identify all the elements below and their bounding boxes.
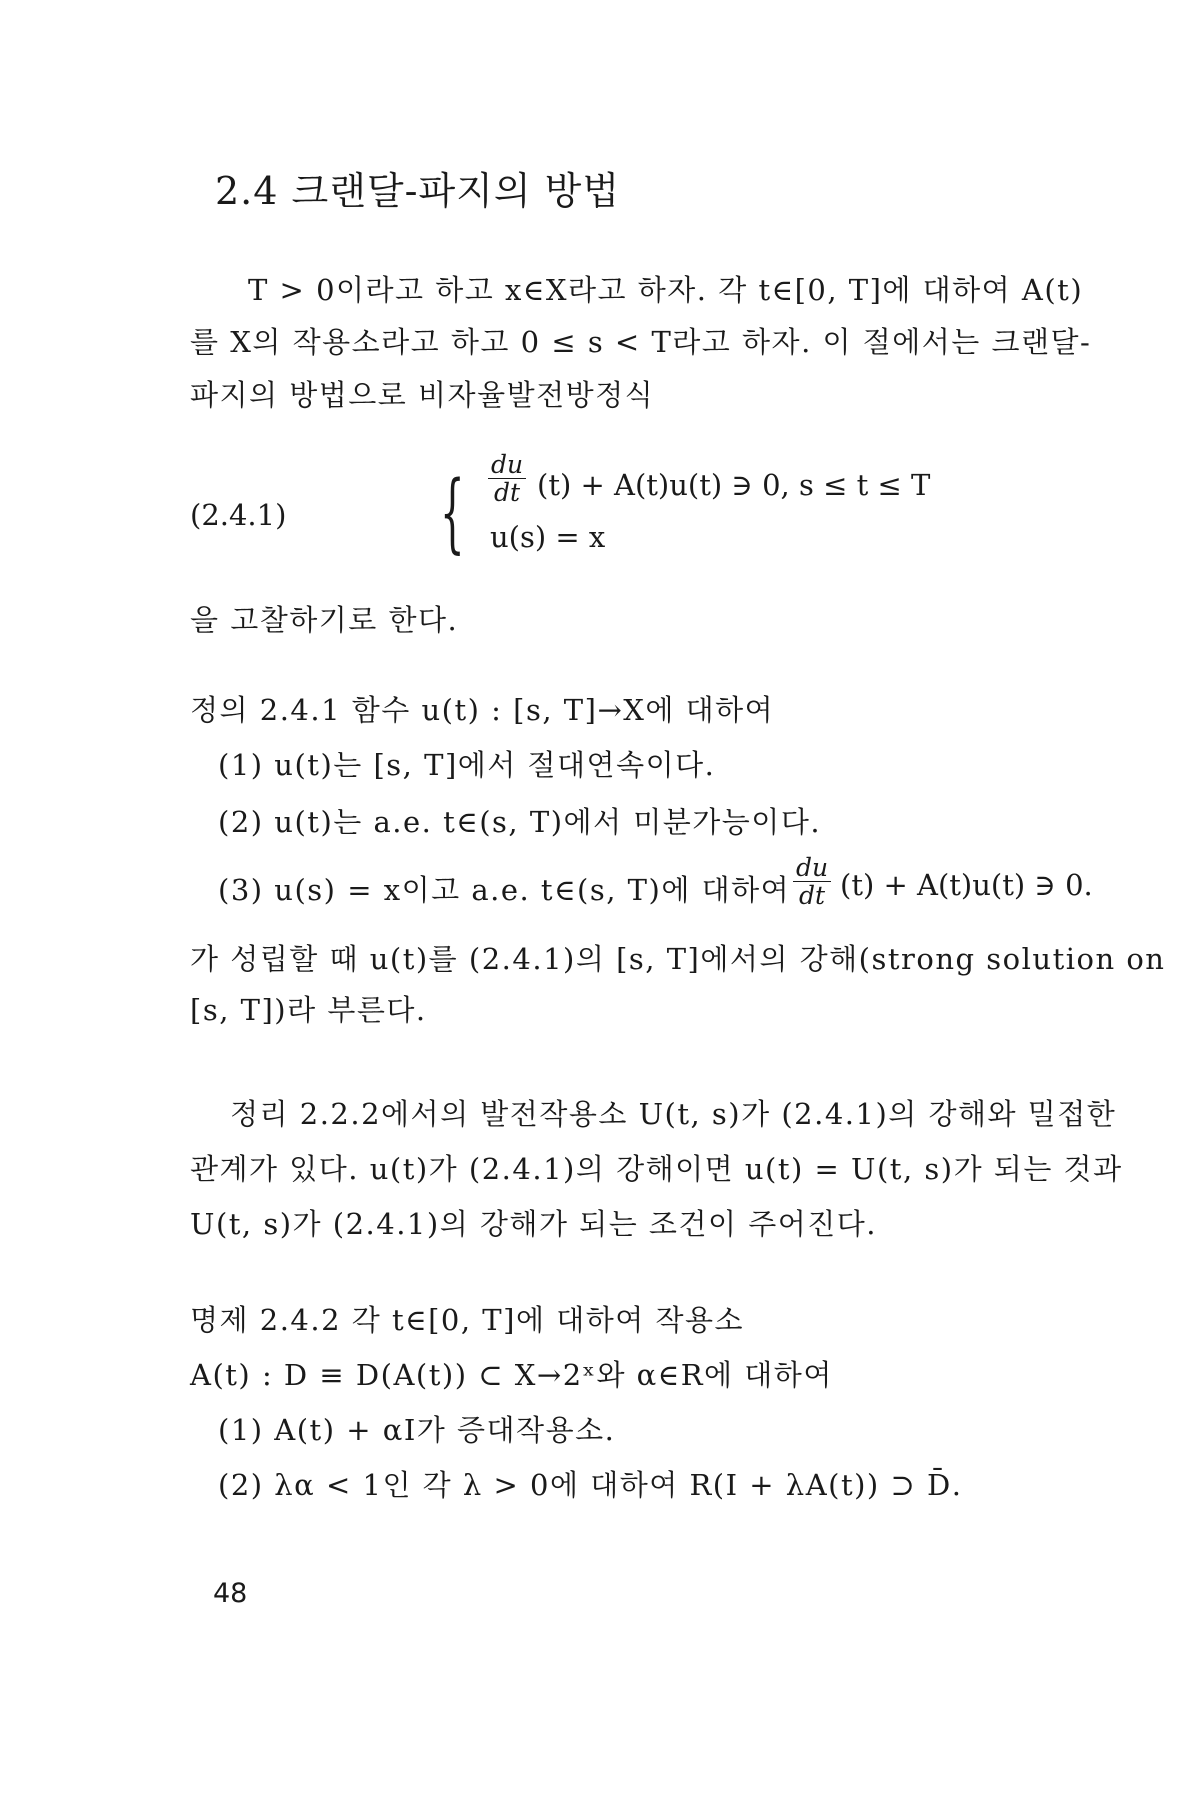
proposition-heading: 명제 2.4.2 각 t∈[0, T]에 대하여 작용소 (190, 1303, 744, 1337)
equation-fraction (488, 452, 526, 507)
paragraph1-line3: 파지의 방법으로 비자율발전방정식 (190, 378, 655, 412)
paragraph2: 을 고찰하기로 한다. (190, 603, 459, 637)
proposition-item1: (1) A(t) + αI가 증대작용소. (218, 1413, 616, 1447)
theorem-line2: 관계가 있다. u(t)가 (2.4.1)의 강해이면 u(t) = U(t, s)가 되는 것과 (190, 1152, 1123, 1186)
section-title: 2.4 크랜달-파지의 방법 (215, 169, 621, 213)
page-number: 48 (213, 1578, 248, 1609)
equation-fraction-denominator: dt (494, 478, 521, 508)
equation-line2: u(s) = x (490, 520, 606, 554)
proposition-line1: A(t) : D ≡ D(A(t)) ⊂ X→2ˣ와 α∈R에 대하여 (190, 1358, 833, 1392)
theorem-line3: U(t, s)가 (2.4.1)의 강해가 되는 조건이 주어진다. (190, 1207, 877, 1241)
definition-fraction-numerator: du (793, 855, 831, 882)
definition-item3-rest: (t) + A(t)u(t) ∋ 0. (840, 868, 1093, 902)
theorem-line1: 정리 2.2.2에서의 발전작용소 U(t, s)가 (2.4.1)의 강해와 밀접한 (230, 1097, 1117, 1131)
equation-line1: (t) + A(t)u(t) ∋ 0, s ≤ t ≤ T (537, 468, 931, 502)
equation-brace: { (440, 463, 465, 563)
paragraph1-line2: 를 X의 작용소라고 하고 0 ≤ s < T라고 하자. 이 절에서는 크랜달- (190, 325, 1092, 359)
equation-fraction-numerator: du (488, 452, 526, 479)
definition-closing2: [s, T])라 부른다. (190, 993, 427, 1027)
proposition-item2: (2) λα < 1인 각 λ > 0에 대하여 R(I + λA(t)) ⊃ D̄. (218, 1468, 963, 1502)
definition-item3: (3) u(s) = x이고 a.e. t∈(s, T)에 대하여 (218, 873, 791, 907)
definition-fraction-denominator: dt (799, 881, 826, 911)
definition-heading: 정의 2.4.1 함수 u(t) : [s, T]→X에 대하여 (190, 693, 775, 727)
equation-label: (2.4.1) (190, 498, 287, 532)
paragraph1-line1: T > 0이라고 하고 x∈X라고 하자. 각 t∈[0, T]에 대하여 A(t) (248, 273, 1084, 307)
definition-item2: (2) u(t)는 a.e. t∈(s, T)에서 미분가능이다. (218, 805, 822, 839)
definition-item1: (1) u(t)는 [s, T]에서 절대연속이다. (218, 748, 716, 782)
definition-item3-fraction (793, 855, 831, 910)
definition-closing1: 가 성립할 때 u(t)를 (2.4.1)의 [s, T]에서의 강해(strong solution on (190, 942, 1166, 976)
